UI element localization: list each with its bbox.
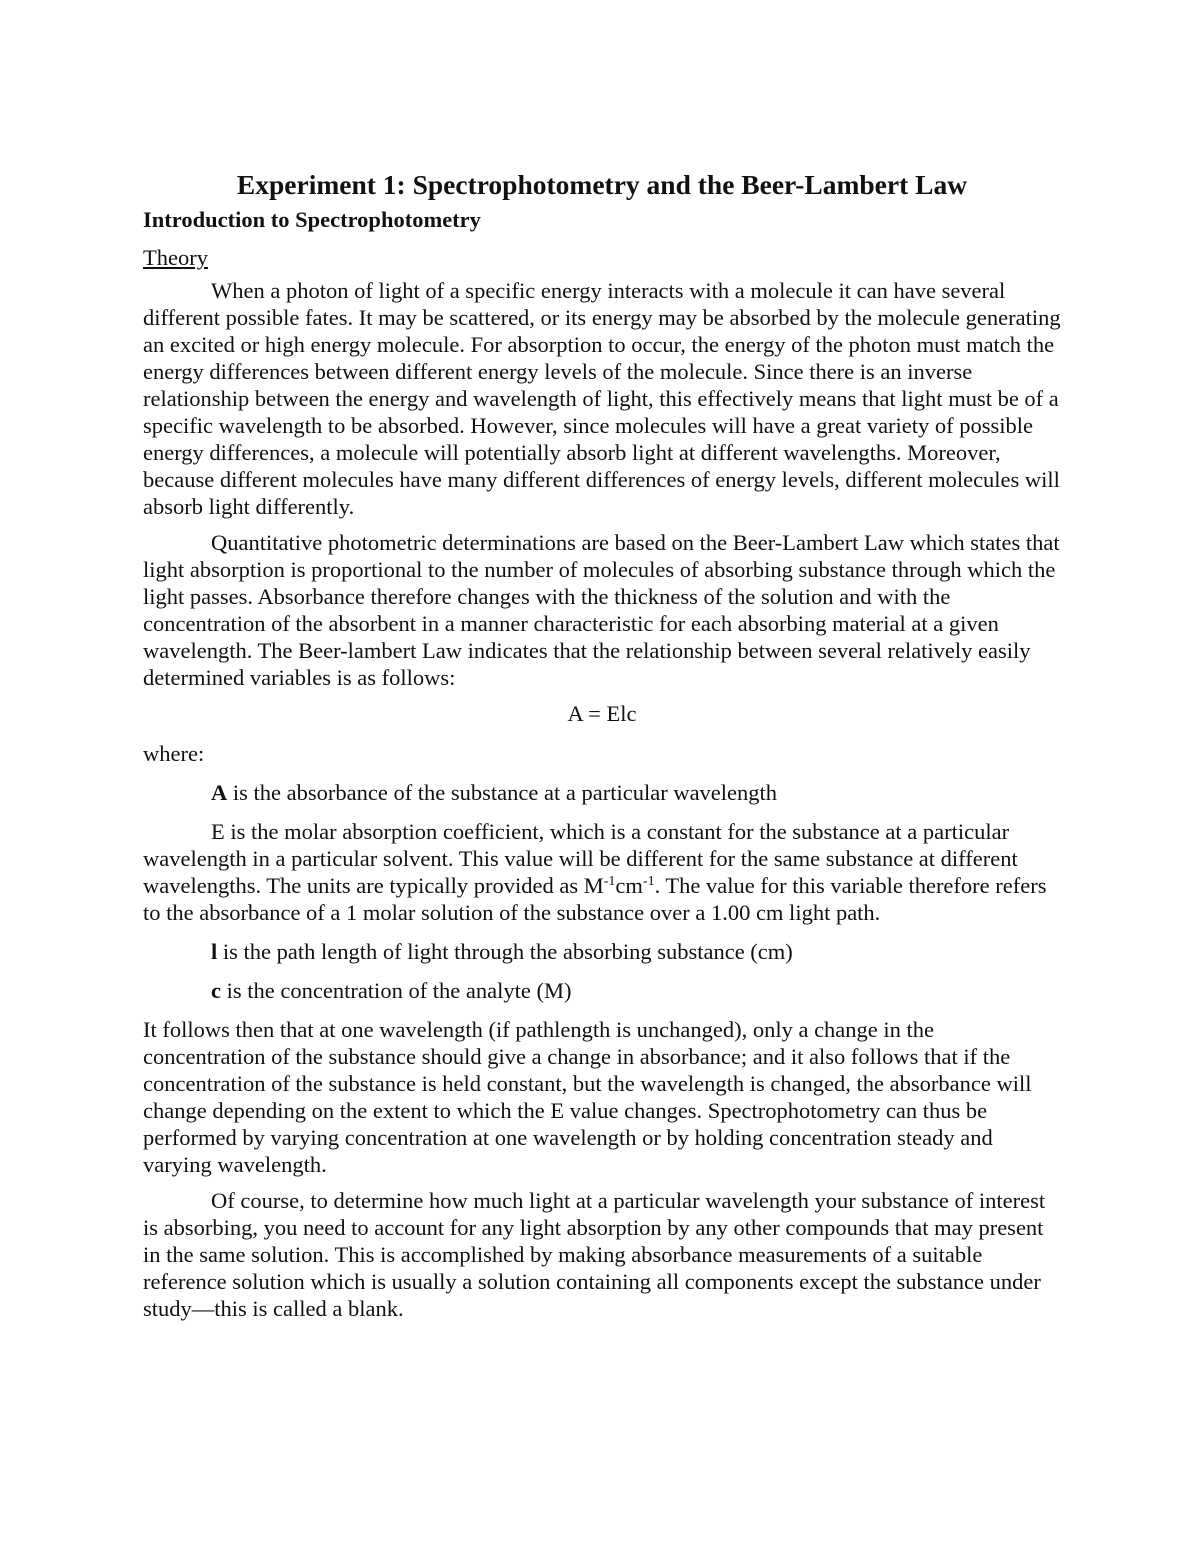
definition-symbol-e: E bbox=[211, 819, 225, 844]
paragraph-beer-lambert: Quantitative photometric determinations are based on the Beer-Lambert Law which states that light absorption is proportional to the number of molecules of absorbing substance through which the light passes. Absorbance therefore changes with the thickness of the solution and with the concentration of the absorbent in a manner characteristic for each absorbing material at a given wavelength. The Beer-lambert Law indicates that the relationship between several relatively easily determined variables is as follows: bbox=[143, 530, 1060, 690]
document-subtitle: Introduction to Spectrophotometry bbox=[143, 207, 481, 232]
definition-text-l: is the path length of light through the absorbing substance (cm) bbox=[217, 939, 793, 964]
definition-text-a: is the absorbance of the substance at a particular wavelength bbox=[227, 780, 778, 805]
definition-text-c: is the concentration of the analyte (M) bbox=[221, 978, 572, 1003]
definition-molar-absorption bbox=[143, 818, 1061, 926]
definition-path-length bbox=[143, 938, 1061, 965]
definition-text-e: is the molar absorption coefficient, which is a constant for the substance at a particular wavelength in a particular solvent. This value will be different for the same substance at different wavelengths. The units are typically provided as M bbox=[143, 819, 1018, 898]
paragraph-follows: It follows then that at one wavelength (if pathlength is unchanged), only a change in the concentration of the substance should give a change in absorbance; and it also follows that if the concentration of the substance is held constant, but the wavelength is changed, the absorbance will change depending on the extent to which the E value changes. Spectrophotometry can thus be performed by varying concentration at one wavelength or by holding concentration steady and varying wavelength. bbox=[143, 1017, 1032, 1177]
where-label: where: bbox=[143, 741, 205, 766]
definition-symbol-a: A bbox=[211, 780, 228, 805]
unit-superscript-2: -1 bbox=[642, 874, 655, 889]
paragraph-intro: When a photon of light of a specific energy interacts with a molecule it can have several different possible fates. It may be scattered, or its energy may be absorbed by the molecule generating an excited or high energy molecule. For absorption to occur, the energy of the photon must match the energy differences between different energy levels of the molecule. Since there is an inverse relationship between the energy and wavelength of light, this effectively means that light must be of a specific wavelength to be absorbed. However, since molecules will have a great variety of possible energy differences, a molecule will potentially absorb light at different wavelengths. Moreover, because different molecules have many different differences of energy levels, different molecules will absorb light differently. bbox=[143, 278, 1061, 519]
definition-symbol-c: c bbox=[211, 978, 221, 1003]
unit-superscript-1: -1 bbox=[603, 874, 616, 889]
paragraph-blank: Of course, to determine how much light at a particular wavelength your substance of interest is absorbing, you need to account for any light absorption by any other compounds that may present in the same solution. This is accomplished by making absorbance measurements of a suitable reference solution which is usually a solution containing all components except the substance under study—this is called a blank. bbox=[143, 1188, 1046, 1321]
definition-symbol-l: l bbox=[211, 939, 218, 964]
definition-absorbance bbox=[143, 779, 1061, 806]
document-body bbox=[143, 168, 1061, 1331]
unit-cm: cm bbox=[615, 873, 643, 898]
document-title: Experiment 1: Spectrophotometry and the Beer-Lambert Law bbox=[236, 169, 968, 200]
equation-beer-lambert: A = Elc bbox=[567, 701, 637, 726]
definition-text-e-after: . The value for this variable therefore refers to the absorbance of a 1 molar solution of the substance over a 1.00 cm light path. bbox=[143, 873, 1047, 925]
section-heading-theory: Theory bbox=[143, 245, 208, 270]
definition-concentration bbox=[143, 977, 1061, 1004]
